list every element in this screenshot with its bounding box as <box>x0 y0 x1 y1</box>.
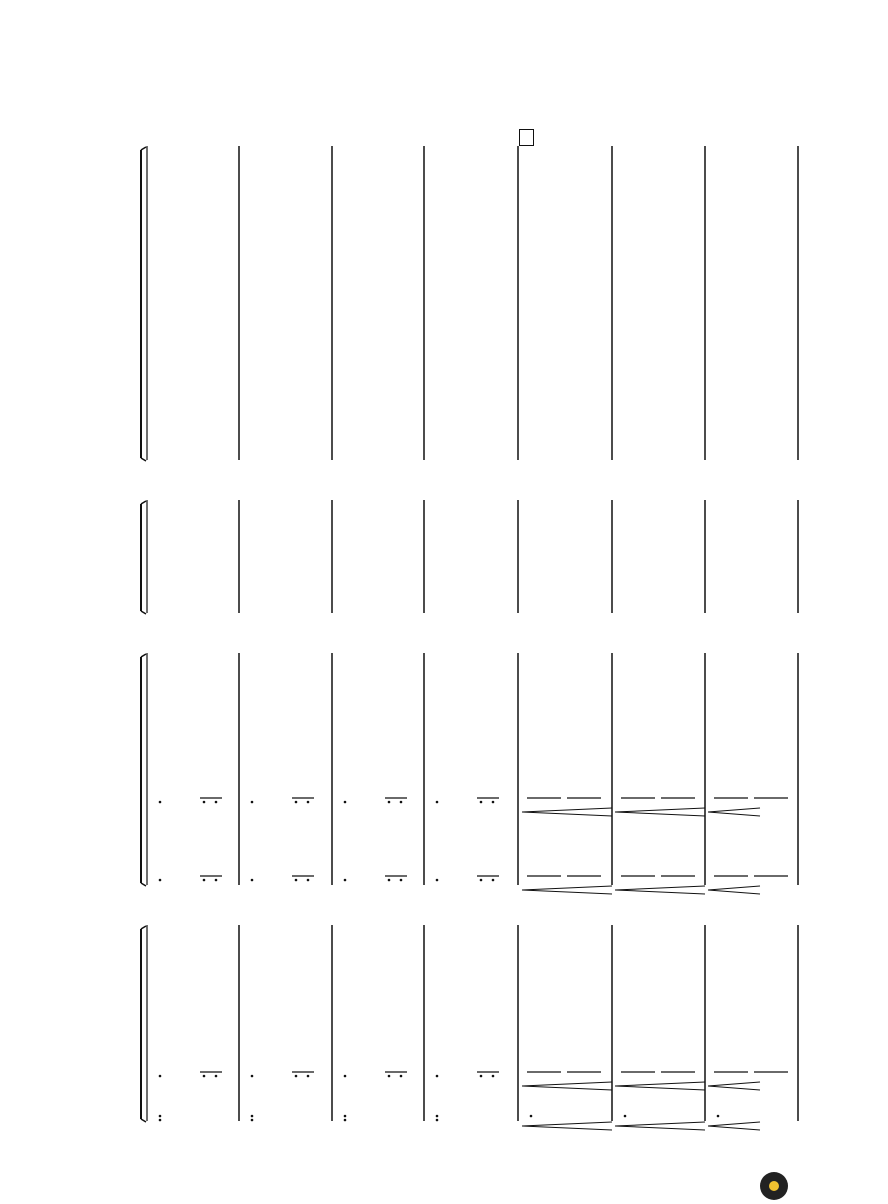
low-octave-dot <box>388 1075 391 1078</box>
hairpin-line <box>708 1086 760 1090</box>
hairpin-line <box>522 890 612 894</box>
hairpin-line <box>615 1122 705 1126</box>
group-brace-end <box>141 654 146 657</box>
hairpin-line <box>708 890 760 894</box>
hairpin-line <box>708 808 760 812</box>
low-octave-dot <box>400 801 403 804</box>
low-octave-dot <box>159 1075 162 1078</box>
low-octave-dot <box>436 1115 439 1118</box>
low-octave-dot <box>307 1075 310 1078</box>
low-octave-dot <box>295 1075 298 1078</box>
vinyl-logo-icon <box>760 1172 788 1200</box>
group-brace-end <box>141 883 146 886</box>
hairpin-line <box>522 1082 612 1086</box>
group-brace-end <box>141 611 146 614</box>
low-octave-dot <box>251 801 254 804</box>
low-octave-dot <box>344 801 347 804</box>
group-brace-end <box>141 501 146 504</box>
low-octave-dot <box>436 1075 439 1078</box>
low-octave-dot <box>624 1115 627 1118</box>
low-octave-dot <box>530 1115 533 1118</box>
low-octave-dot <box>307 879 310 882</box>
hairpin-line <box>522 808 612 812</box>
hairpin-line <box>708 1082 760 1086</box>
low-octave-dot <box>436 1119 439 1122</box>
low-octave-dot <box>203 879 206 882</box>
hairpin-line <box>615 1086 705 1090</box>
low-octave-dot <box>251 1119 254 1122</box>
low-octave-dot <box>492 879 495 882</box>
low-octave-dot <box>159 1119 162 1122</box>
hairpin-line <box>708 1126 760 1130</box>
low-octave-dot <box>344 1115 347 1118</box>
low-octave-dot <box>203 1075 206 1078</box>
low-octave-dot <box>295 879 298 882</box>
low-octave-dot <box>400 879 403 882</box>
low-octave-dot <box>492 801 495 804</box>
low-octave-dot <box>344 879 347 882</box>
low-octave-dot <box>215 801 218 804</box>
low-octave-dot <box>159 801 162 804</box>
low-octave-dot <box>388 879 391 882</box>
low-octave-dot <box>251 879 254 882</box>
hairpin-line <box>708 812 760 816</box>
hairpin-line <box>615 812 705 816</box>
group-brace-end <box>141 1119 146 1122</box>
low-octave-dot <box>159 1115 162 1118</box>
low-octave-dot <box>344 1119 347 1122</box>
low-octave-dot <box>480 1075 483 1078</box>
low-octave-dot <box>436 801 439 804</box>
hairpin-line <box>522 1122 612 1126</box>
low-octave-dot <box>215 879 218 882</box>
low-octave-dot <box>295 801 298 804</box>
hairpin-line <box>615 1082 705 1086</box>
low-octave-dot <box>159 879 162 882</box>
hairpin-line <box>522 812 612 816</box>
hairpin-line <box>708 1122 760 1126</box>
hairpin-line <box>615 808 705 812</box>
hairpin-line <box>615 1126 705 1130</box>
low-octave-dot <box>436 879 439 882</box>
low-octave-dot <box>307 801 310 804</box>
low-octave-dot <box>400 1075 403 1078</box>
low-octave-dot <box>388 801 391 804</box>
group-brace-end <box>141 926 146 929</box>
group-brace-end <box>141 147 146 150</box>
low-octave-dot <box>492 1075 495 1078</box>
hairpin-line <box>615 886 705 890</box>
low-octave-dot <box>215 1075 218 1078</box>
hairpin-line <box>615 890 705 894</box>
low-octave-dot <box>480 879 483 882</box>
low-octave-dot <box>717 1115 720 1118</box>
group-brace-end <box>141 458 146 461</box>
hairpin-line <box>708 886 760 890</box>
hairpin-line <box>522 1126 612 1130</box>
hairpin-line <box>522 886 612 890</box>
low-octave-dot <box>251 1115 254 1118</box>
low-octave-dot <box>251 1075 254 1078</box>
hairpin-line <box>522 1086 612 1090</box>
low-octave-dot <box>344 1075 347 1078</box>
low-octave-dot <box>480 801 483 804</box>
low-octave-dot <box>203 801 206 804</box>
